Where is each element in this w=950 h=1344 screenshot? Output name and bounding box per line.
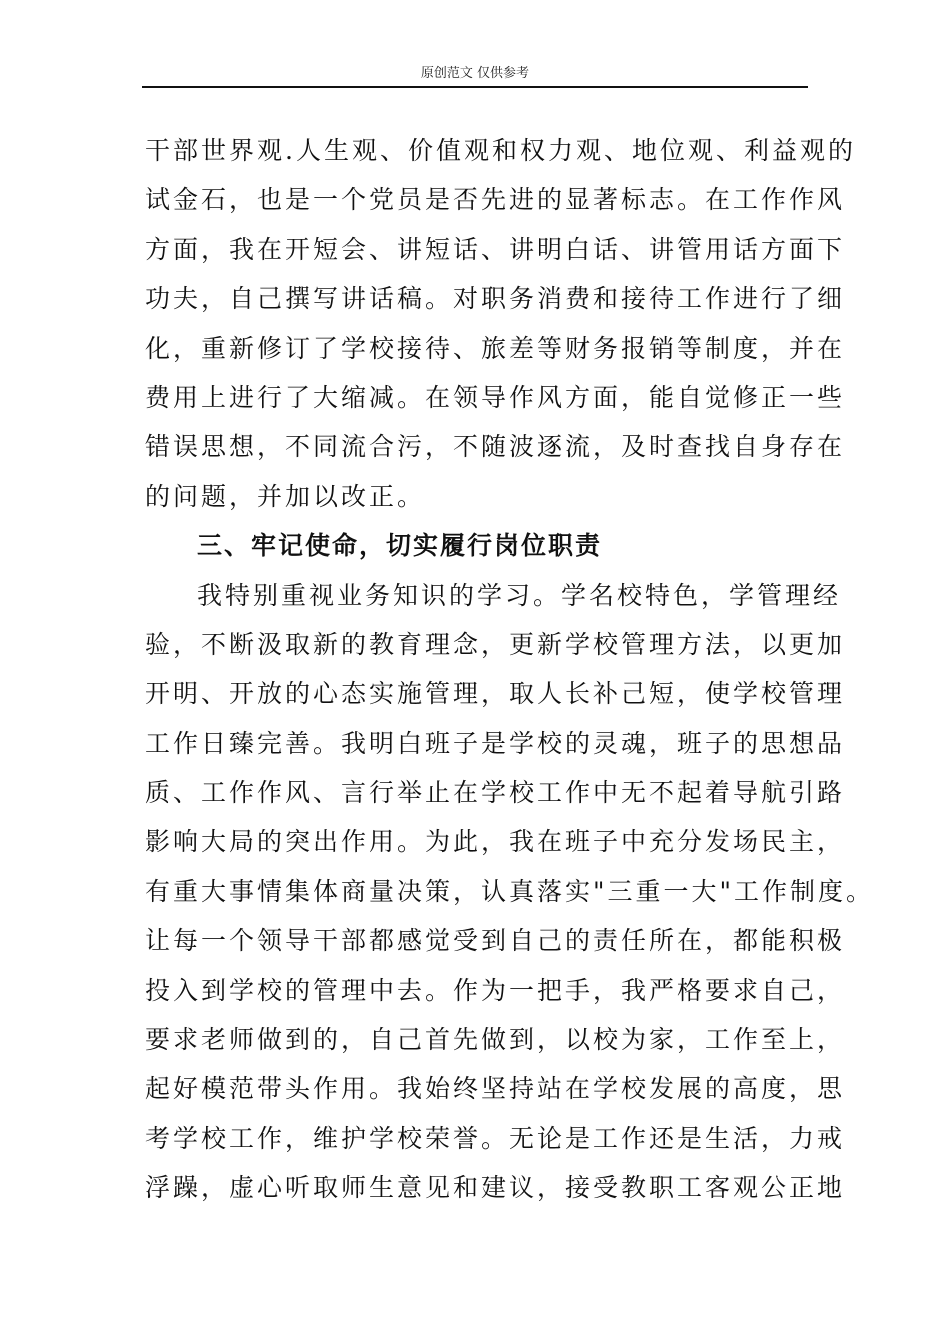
section-heading: 三、牢记使命，切实履行岗位职责 — [197, 531, 603, 561]
paragraph-line: 浮躁，虚心听取师生意见和建议，接受教职工客观公正地 — [145, 1173, 846, 1203]
document-body — [145, 126, 875, 1213]
paragraph-line: 方面，我在开短会、讲短话、讲明白话、讲管用话方面下 — [145, 234, 846, 264]
page-header: 原创范文 仅供参考 — [420, 66, 530, 81]
paragraph-line: 考学校工作，维护学校荣誉。无论是工作还是生活，力戒 — [145, 1123, 846, 1153]
paragraph-line: 工作日臻完善。我明白班子是学校的灵魂，班子的思想品 — [145, 728, 846, 758]
paragraph-line: 要求老师做到的，自己首先做到，以校为家，工作至上， — [145, 1025, 846, 1055]
paragraph-line: 试金石，也是一个党员是否先进的显著标志。在工作作风 — [145, 185, 846, 215]
paragraph-line: 干部世界观.人生观、价值观和权力观、地位观、利益观的 — [145, 136, 856, 165]
paragraph-line: 质、工作作风、言行举止在学校工作中无不起着导航引路 — [145, 778, 846, 808]
paragraph-line: 我特别重视业务知识的学习。学名校特色，学管理经 — [197, 580, 842, 610]
paragraph-line: 验，不断汲取新的教育理念，更新学校管理方法，以更加 — [145, 629, 846, 659]
paragraph-line: 费用上进行了大缩减。在领导作风方面，能自觉修正一些 — [145, 382, 846, 412]
paragraph-line: 让每一个领导干部都感觉受到自己的责任所在，都能积极 — [145, 926, 846, 956]
header-divider — [142, 86, 808, 88]
paragraph-line: 有重大事情集体商量决策，认真落实"三重一大"工作制度。 — [145, 876, 875, 906]
paragraph-line: 化，重新修订了学校接待、旅差等财务报销等制度，并在 — [145, 333, 846, 363]
paragraph-line: 起好模范带头作用。我始终坚持站在学校发展的高度，思 — [145, 1074, 846, 1104]
paragraph-line: 影响大局的突出作用。为此，我在班子中充分发场民主， — [145, 827, 846, 857]
paragraph-line: 开明、开放的心态实施管理，取人长补己短，使学校管理 — [145, 679, 846, 709]
paragraph-line: 功夫，自己撰写讲话稿。对职务消费和接待工作进行了细 — [145, 284, 846, 314]
paragraph-line: 错误思想，不同流合污，不随波逐流，及时查找自身存在 — [145, 432, 846, 462]
paragraph-line: 的问题，并加以改正。 — [145, 481, 426, 511]
paragraph-line: 投入到学校的管理中去。作为一把手，我严格要求自己， — [145, 975, 846, 1005]
